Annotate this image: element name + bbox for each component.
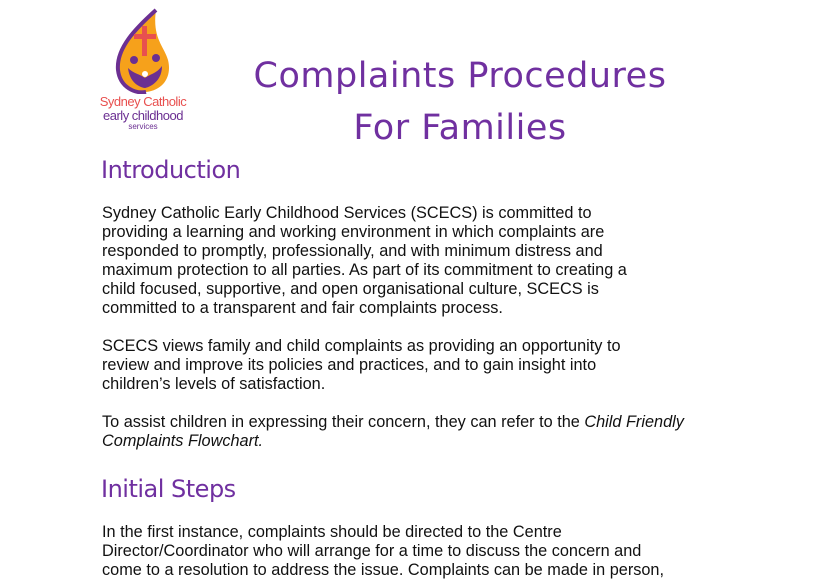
scecs-logo <box>88 8 198 133</box>
page-title-line1: Complaints Procedures <box>253 56 667 96</box>
heading-initial-steps: Initial Steps <box>101 475 236 503</box>
intro-paragraph-3 <box>102 413 722 451</box>
flame-family-icon <box>106 8 180 94</box>
intro-paragraph-1: Sydney Catholic Early Childhood Services (SCECS) is committed to providing a learning and working environment in which complaints are responded to promptly, professionally, and with minimum distress and maximum protection to all parties. As part of its commitment to creating a child focused, supportive, and open organisational culture, SCECS is committed to a transparent and fair complaints process. <box>102 204 627 317</box>
logo-text-line3: services <box>128 122 158 131</box>
intro-paragraph-2: SCECS views family and child complaints as providing an opportunity to review and improve its policies and practices, and to gain insight into children’s levels of satisfaction. <box>102 337 621 393</box>
logo-text-line1: Sydney Catholic <box>99 94 187 109</box>
flowchart-reference: Child Friendly Complaints Flowchart. <box>102 413 684 450</box>
initial-steps-paragraph: In the first instance, complaints should be directed to the Centre Director/Coordinator who will arrange for a time to discuss the concern and come to a resolution to address the issue. Complaints can be made in person, <box>102 523 665 579</box>
heading-introduction: Introduction <box>101 156 241 184</box>
logo-text-line2: early childhood <box>103 108 183 123</box>
page-title-line2: For Families <box>353 108 567 148</box>
intro-paragraph-3-text: To assist children in expressing their concern, they can refer to the <box>102 413 585 431</box>
